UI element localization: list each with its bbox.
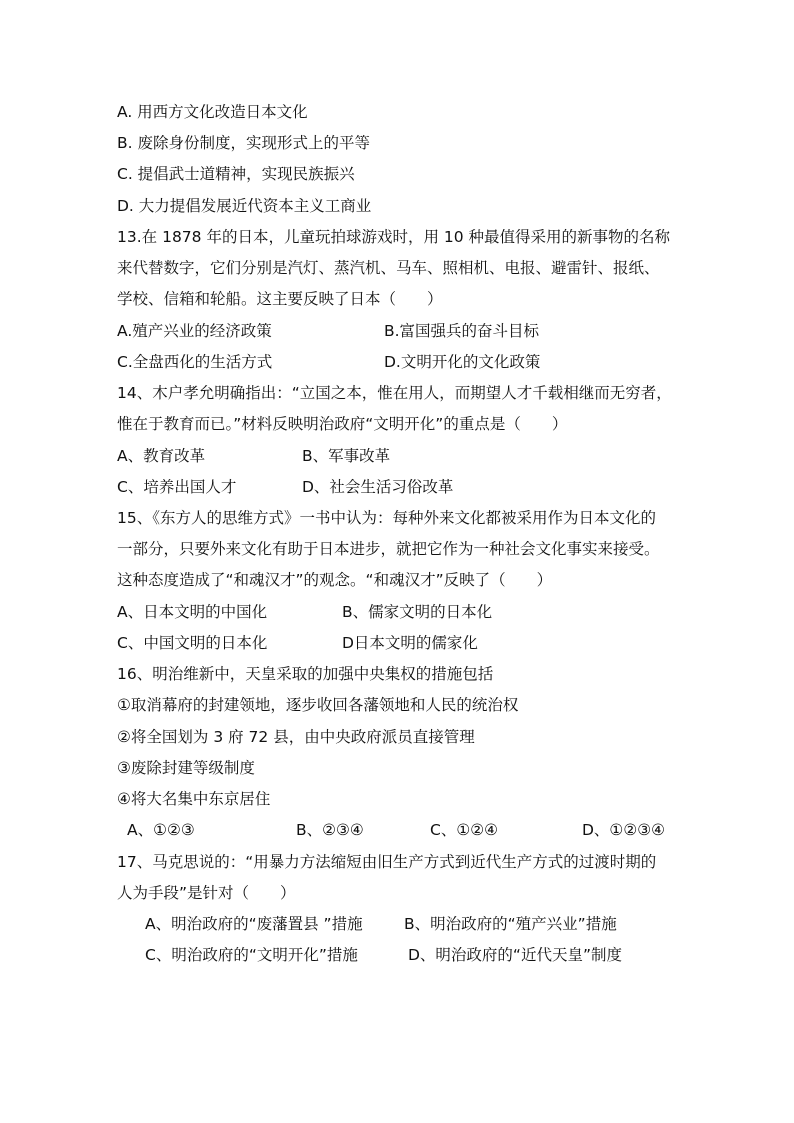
- q13-stem-line3: 学校、信箱和轮船。这主要反映了日本（ ）: [117, 290, 443, 308]
- q13-option-a: A.殖产兴业的经济政策: [117, 322, 272, 340]
- q15-option-c: C、中国文明的日本化: [117, 634, 268, 652]
- q14-option-c: C、培养出国人才: [117, 478, 237, 496]
- q16-option-b: B、②③④: [296, 821, 364, 839]
- q12-option-a: A. 用西方文化改造日本文化: [117, 103, 308, 121]
- q14-option-a: A、教育改革: [117, 447, 206, 465]
- q16-item-1: ①取消幕府的封建领地，逐步收回各藩领地和人民的统治权: [117, 696, 519, 714]
- q14-stem-line1: 14、木户孝允明确指出：“立国之本，惟在用人，而期望人才千载相继而无穷者，: [117, 384, 672, 402]
- q16-stem: 16、明治维新中，天皇采取的加强中央集权的措施包括: [117, 665, 494, 683]
- q15-option-d: D日本文明的儒家化: [342, 634, 478, 652]
- q16-option-d: D、①②③④: [582, 821, 666, 839]
- q17-option-d: D、明治政府的“近代天皇”制度: [408, 946, 622, 964]
- q13-stem-line2: 来代替数字，它们分别是汽灯、蒸汽机、马车、照相机、电报、避雷针、报纸、: [117, 259, 660, 277]
- q14-stem-line2: 惟在于教育而已。”材料反映明治政府“文明开化”的重点是（ ）: [117, 415, 568, 433]
- q17-stem-line1: 17、马克思说的：“用暴力方法缩短由旧生产方式到近代生产方式的过渡时期的: [117, 853, 657, 871]
- q13-stem-line1: 13.在 1878 年的日本，儿童玩拍球游戏时，用 10 种最值得采用的新事物的名称: [117, 228, 671, 246]
- q13-option-d: D.文明开化的文化政策: [384, 353, 541, 371]
- q15-stem-line2: 一部分，只要外来文化有助于日本进步，就把它作为一种社会文化事实来接受。: [117, 540, 660, 558]
- q15-stem-line1: 15、《东方人的思维方式》一书中认为：每种外来文化都被采用作为日本文化的: [117, 509, 656, 527]
- q16-item-2: ②将全国划为 3 府 72 县，由中央政府派员直接管理: [117, 728, 475, 746]
- q15-option-b: B、儒家文明的日本化: [342, 603, 493, 621]
- q13-option-b: B.富国强兵的奋斗目标: [384, 322, 540, 340]
- q16-option-c: C、①②④: [430, 821, 499, 839]
- q17-option-c: C、明治政府的“文明开化”措施: [145, 946, 358, 964]
- q16-item-3: ③废除封建等级制度: [117, 759, 255, 777]
- q15-stem-line3: 这种态度造成了“和魂汉才”的观念。“和魂汉才”反映了（ ）: [117, 571, 553, 589]
- q14-option-b: B、军事改革: [302, 447, 391, 465]
- q13-option-c: C.全盘西化的生活方式: [117, 353, 273, 371]
- q12-option-d: D. 大力提倡发展近代资本主义工商业: [117, 197, 372, 215]
- q12-option-c: C. 提倡武士道精神，实现民族振兴: [117, 165, 355, 183]
- q15-option-a: A、日本文明的中国化: [117, 603, 268, 621]
- q12-option-b: B. 废除身份制度，实现形式上的平等: [117, 134, 370, 152]
- q16-item-4: ④将大名集中东京居住: [117, 790, 271, 808]
- q16-option-a: A、①②③: [127, 821, 195, 839]
- q17-stem-line2: 人为手段”是针对（ ）: [117, 884, 296, 902]
- q17-option-a: A、明治政府的“废藩置县 ”措施: [145, 915, 363, 933]
- q17-option-b: B、明治政府的“殖产兴业”措施: [404, 915, 617, 933]
- q14-option-d: D、社会生活习俗改革: [302, 478, 454, 496]
